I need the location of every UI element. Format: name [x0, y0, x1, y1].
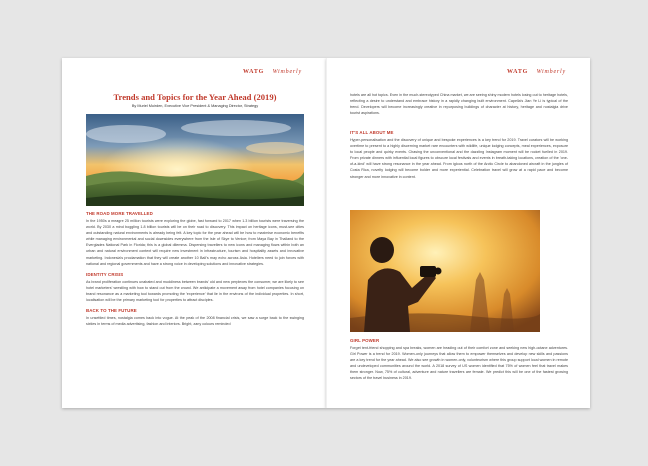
section-text: In the 1950s a meagre 25 million tourists were exploring the globe, fast forward to 2017 when 1.3 billion tourists were traversing the world. By 2030 a mind boggling 1.8 billion tourists will be on their road to discovery. This impact on heritage icons, must-see cities and outstanding natural environments is already being felt. A key topic for the year ahead will be how to maximise economic benefits while managing environmental and social downsides everywhere from the Isle of Skye to Venice; from Maya Bay in Thailand to the Everglades National Park in Florida; this is a global dilemma. Dispersing travellers to new icons and managing flows within both an urban and natural environment context will require new investment in infrastructure, tourism and hospitality assets and innovative marketing. Indonesia's proclamation that they will create another 10 Bali's may echo across Asia. Hoteliers need to join forces with national and regional governments and have a strong voice in developing solutions and innovative strategies.	[86, 219, 304, 266]
section-heading: THE ROAD MORE TRAVELLED	[86, 211, 153, 216]
section-girl-power	[350, 338, 568, 382]
section-heading: IDENTITY CRISIS	[86, 271, 124, 277]
article-title: Trends and Topics for the Year Ahead (2019)	[113, 92, 277, 102]
section-text: Forget tent-friend shopping and spa breaks, women are heading out of their comfort zone and seeking new high-octane adventures. Girl Power is a trend for 2019. Women-only journeys that allow them to empower themselves and develop new skills and passions are a key trend for the year ahead. We also see growth in women-only, volunteurism where this group support local women in remote and undeveloped communities around the world. A 2018 survey of US women identified that 75% of women feel that travel makes them stronger. Now, 75% of cultural, adventure and nature travellers are female. We predict this will be one of the fastest growing sectors of the travel business in 2019.	[350, 346, 568, 381]
section-heading: BACK TO THE FUTURE	[86, 308, 137, 314]
section-heading: IT'S ALL ABOUT ME	[350, 130, 394, 135]
spine-shadow	[326, 58, 327, 408]
traveller-photo	[350, 210, 540, 332]
section-identity	[86, 272, 304, 303]
section-all-about-me	[350, 130, 568, 180]
section-road	[86, 211, 304, 267]
right-page	[326, 58, 590, 408]
traveller-image	[350, 210, 540, 332]
watg-logo: WATG	[507, 69, 529, 75]
intro-text: hotels are all hot topics. Even in the much-stereotyped China market, we are seeing shiny modern hotels losing out to heritage hotels, reflecting a desire to understand and embrace history in a rapidly changing built environment. Capella's Jian Ye Li is typical of the trend. Developers will become increasingly creative in repurposing buildings of character at history, heritage and nostalgia drive tourist aspirations.	[350, 93, 568, 116]
section-back-to-future	[86, 308, 304, 327]
landscape-photo	[86, 114, 304, 206]
section-heading: GIRL POWER	[350, 338, 380, 343]
left-sections	[86, 211, 304, 327]
brand-header	[243, 69, 302, 75]
wimberly-logo: Wimberly	[536, 69, 566, 75]
landscape-image	[86, 114, 304, 206]
right-intro	[350, 92, 568, 116]
left-page	[62, 58, 326, 408]
section-text: In unsettled times, nostalgia comes back into vogue. At the peak of the 2008 financial crisis, we saw a surge back to the swinging sixties in terms of media advertising, fashion and interiors. Bright, zany colours reminded	[86, 316, 304, 327]
title-block	[86, 92, 304, 108]
wimberly-logo: Wimberly	[272, 69, 302, 75]
brand-header	[507, 69, 566, 75]
section-text: As brand proliferation continues unabated and muddiness between brands' old and new perplexes the consumer, we are likely to see hotel marketers' wrestling with how to stand out from the crowd. We anticipate a movement away from hotel companies focusing on brand resonance as a marketing tool towards promoting the 'experience' that lie in the environs of the individual properties. In short, localisation will be the primary marketing tool for properties to attract disciples.	[86, 279, 304, 303]
article-byline: By Muriel Muirden, Executive Vice President & Managing Director, Strategy	[131, 104, 259, 108]
section-text: Hyper-personalisation and the discovery of unique and bespoke experiences is a key trend for 2019. Travel curators will be working overtime to present to a highly discerning market rare encounters with wildlife, unique lodging concepts, meal experiences, exposure to local people and quirky events. Chasing the unconventional and the dazzling Instagram moment will be rocket fuelled in 2019. From private dinners with influential local figures to obscure local festivals and events in breath-taking locations, creation of the 'one-of-a-kind' will have strong resonance in the year ahead. From igloos north of the Arctic Circle to abandoned aircraft in the jungles of Costa Rica, novelty lodging will become bolder and more experiential. Celebration travel will grow at a rapid pace and become stronger and more innovative in content.	[350, 138, 568, 179]
watg-logo: WATG	[243, 69, 265, 75]
